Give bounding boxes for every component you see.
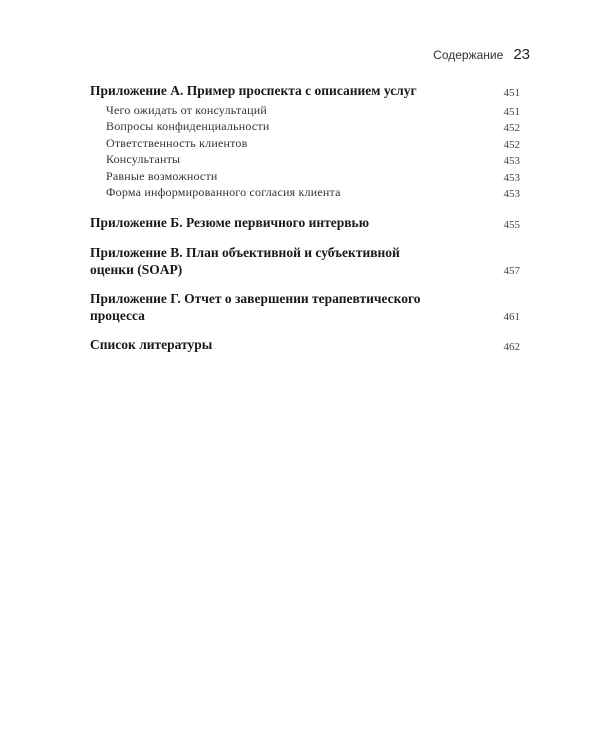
toc-subentry	[106, 101, 520, 118]
toc-entry-page: 462	[503, 341, 520, 353]
toc-subentries	[90, 101, 520, 200]
toc-entry-title-line-1: Приложение В. План объективной и субъективной	[90, 245, 400, 260]
toc-entry-title-line-1: Приложение Г. Отчет о завершении терапевтического	[90, 291, 421, 306]
toc-subentry	[106, 118, 520, 135]
toc-entry-title-line-2: процесса	[90, 308, 145, 323]
toc-subentry	[106, 151, 520, 168]
toc-subentry-page: 451	[503, 105, 520, 118]
toc-entry-page: 461	[503, 311, 520, 323]
toc-subentry	[106, 167, 520, 184]
toc-subentry-title: Вопросы конфиденциальности	[106, 119, 270, 133]
toc-entry-appendix-g	[90, 290, 520, 324]
toc-subentry-page: 453	[503, 171, 520, 184]
running-header	[433, 46, 530, 63]
toc-subentry	[106, 184, 520, 201]
toc-entry-page: 451	[503, 87, 520, 99]
toc-subentry-page: 452	[503, 122, 520, 134]
toc-subentry-title: Равные возможности	[106, 168, 218, 183]
toc-subentry-page: 452	[503, 138, 520, 151]
toc-entry-appendix-v	[90, 244, 520, 278]
toc-entry-page: 455	[503, 219, 520, 231]
toc-subentry-page: 453	[503, 188, 520, 200]
toc-entry-title	[90, 244, 490, 278]
page-number: 23	[513, 46, 530, 63]
toc-subentry-title: Консультанты	[106, 152, 181, 166]
toc-entry-bibliography	[90, 336, 520, 353]
toc-subentry-title: Чего ожидать от консультаций	[106, 102, 267, 117]
toc-entry-title: Приложение Б. Резюме первичного интервью	[90, 215, 370, 230]
toc-entry-title: Приложение А. Пример проспекта с описанием услуг	[90, 83, 417, 98]
toc-entry-page: 457	[503, 265, 520, 277]
toc-entry-title: Список литературы	[90, 337, 213, 352]
toc-subentry-title: Форма информированного согласия клиента	[106, 185, 341, 199]
toc-entry-title-line-2: оценки (SOAP)	[90, 262, 183, 277]
toc-entry-title	[90, 290, 490, 324]
toc-entry-appendix-b	[90, 214, 520, 231]
toc-subentry-page: 453	[503, 155, 520, 167]
toc-subentry-title: Ответственность клиентов	[106, 135, 248, 150]
toc-subentry	[106, 134, 520, 151]
section-title: Содержание	[433, 48, 504, 62]
table-of-contents	[90, 82, 520, 353]
toc-entry-appendix-a	[90, 82, 520, 99]
